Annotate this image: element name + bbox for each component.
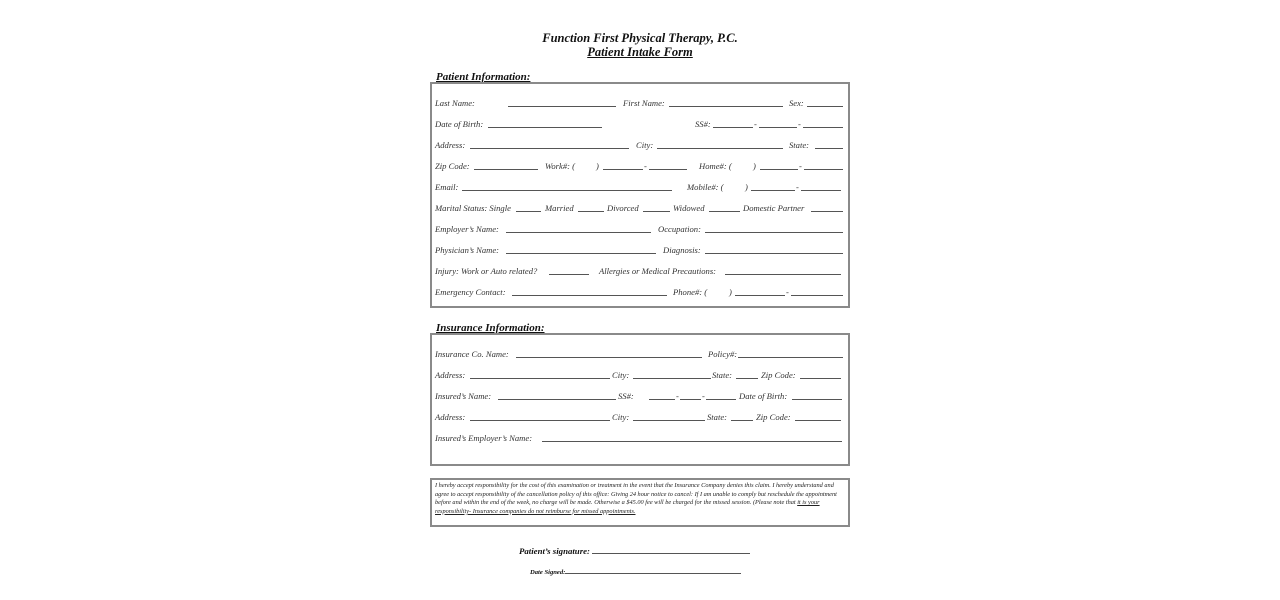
field-mobile-2[interactable] [801, 181, 841, 191]
label-state: State: [789, 140, 810, 150]
label-dob: Date of Birth: [435, 119, 484, 129]
label-ins-city: City: [612, 370, 630, 380]
label-work-phone: Work#: ( [545, 161, 575, 171]
field-insured-city[interactable] [633, 411, 705, 421]
row-insured-name [435, 390, 845, 402]
field-allergies[interactable] [725, 265, 841, 275]
label-insured-ss: SS#: [618, 391, 634, 401]
label-last-name: Last Name: [435, 98, 475, 108]
label-physician: Physician’s Name: [435, 245, 500, 255]
field-insurance-company[interactable] [516, 348, 702, 358]
label-first-name: First Name: [623, 98, 665, 108]
row-dob [435, 118, 845, 130]
label-insured-employer: Insured’s Employer’s Name: [435, 433, 533, 443]
label-zip: Zip Code: [435, 161, 470, 171]
field-insured-zip[interactable] [795, 411, 841, 421]
field-patient-signature[interactable] [592, 544, 750, 554]
field-emergency-phone-2[interactable] [791, 286, 843, 296]
field-employer[interactable] [506, 223, 651, 233]
field-insured-name[interactable] [498, 390, 616, 400]
disclaimer-body: I hereby accept responsibility for the cost of this examination or treatment in the event that the Insurance Company denies this claim. I hereby understand and agree to accept responsibility of the cancellation policy of this office: Giving 24 hour notice to cancel: If I am unable to comply but reschedule the appointment before and within the end of the week, no charge will be made. Otherwise a $45.00 fee will be charged for the missed session. (Please note that [435, 482, 837, 507]
field-insured-state[interactable] [731, 411, 753, 421]
label-insured-dob: Date of Birth: [739, 391, 788, 401]
label-employer: Employer’s Name: [435, 224, 499, 234]
field-last-name[interactable] [508, 97, 616, 107]
field-policy[interactable] [738, 348, 843, 358]
label-ss: SS#: [695, 119, 711, 129]
row-insurance-address [435, 369, 845, 381]
field-single[interactable] [516, 202, 541, 212]
label-address: Address: [435, 140, 466, 150]
field-ins-city[interactable] [633, 369, 711, 379]
label-city: City: [636, 140, 654, 150]
field-date-signed[interactable] [565, 566, 741, 574]
label-widowed: Widowed [673, 203, 705, 213]
field-injury[interactable] [549, 265, 589, 275]
dash: - [754, 119, 757, 129]
disclaimer-text [435, 482, 845, 516]
label-injury: Injury: Work or Auto related? [435, 266, 538, 276]
label-sex: Sex: [789, 98, 804, 108]
row-physician [435, 244, 845, 256]
paren: ) [729, 287, 732, 297]
row-emergency [435, 286, 845, 298]
label-diagnosis: Diagnosis: [663, 245, 701, 255]
dash: - [676, 391, 679, 401]
field-emergency-phone-1[interactable] [735, 286, 785, 296]
field-physician[interactable] [506, 244, 656, 254]
field-widowed[interactable] [709, 202, 740, 212]
field-mobile-1[interactable] [751, 181, 795, 191]
label-ins-state: State: [712, 370, 733, 380]
label-patient-signature: Patient’s signature: [519, 546, 590, 556]
field-married[interactable] [578, 202, 604, 212]
form-title: Function First Physical Therapy, P.C. [542, 31, 738, 45]
field-insured-dob[interactable] [792, 390, 842, 400]
field-insured-ss-2[interactable] [680, 390, 701, 400]
row-injury [435, 265, 845, 277]
paren: ) [745, 182, 748, 192]
row-name [435, 97, 845, 109]
field-occupation[interactable] [705, 223, 843, 233]
field-domestic[interactable] [811, 202, 843, 212]
field-insured-ss-3[interactable] [706, 390, 736, 400]
field-work-2[interactable] [649, 160, 687, 170]
field-home-2[interactable] [804, 160, 843, 170]
field-insured-address[interactable] [470, 411, 610, 421]
disclaimer-underlined: it is your responsibility- Insurance companies do not reimburse for missed appointments. [435, 499, 820, 515]
label-insured-state: State: [707, 412, 728, 422]
dash: - [798, 119, 801, 129]
label-marital-single: Marital Status: Single [435, 203, 511, 213]
field-city[interactable] [657, 139, 783, 149]
label-insurance-company: Insurance Co. Name: [435, 349, 509, 359]
label-policy: Policy#: [708, 349, 738, 359]
row-insured-address [435, 411, 845, 423]
field-ss-2[interactable] [759, 118, 797, 128]
dash: - [786, 287, 789, 297]
insurance-info-heading: Insurance Information: [436, 322, 545, 334]
label-divorced: Divorced [607, 203, 639, 213]
field-emergency-contact[interactable] [512, 286, 667, 296]
field-dob[interactable] [488, 118, 602, 128]
label-home-phone: Home#: ( [699, 161, 732, 171]
field-state[interactable] [815, 139, 843, 149]
row-insurance-company [435, 348, 845, 360]
patient-info-heading: Patient Information: [436, 71, 531, 83]
date-signed-line [530, 566, 741, 576]
field-ins-address[interactable] [470, 369, 610, 379]
field-ins-state[interactable] [736, 369, 758, 379]
label-email: Email: [435, 182, 459, 192]
row-email [435, 181, 845, 193]
field-zip[interactable] [474, 160, 538, 170]
label-ins-address: Address: [435, 370, 466, 380]
dash: - [644, 161, 647, 171]
label-mobile: Mobile#: ( [687, 182, 724, 192]
field-sex[interactable] [807, 97, 843, 107]
form-subtitle: Patient Intake Form [587, 45, 693, 59]
field-divorced[interactable] [643, 202, 670, 212]
label-occupation: Occupation: [658, 224, 701, 234]
field-work-1[interactable] [603, 160, 643, 170]
field-insured-ss-1[interactable] [649, 390, 675, 400]
label-emergency-phone: Phone#: ( [673, 287, 708, 297]
dash: - [799, 161, 802, 171]
row-marital [435, 202, 845, 214]
field-ins-zip[interactable] [800, 369, 841, 379]
row-address [435, 139, 845, 151]
label-ins-zip: Zip Code: [761, 370, 796, 380]
label-emergency-contact: Emergency Contact: [435, 287, 506, 297]
dash: - [796, 182, 799, 192]
label-insured-city: City: [612, 412, 630, 422]
field-address[interactable] [470, 139, 629, 149]
row-insured-employer [435, 432, 845, 444]
row-employer [435, 223, 845, 235]
field-diagnosis[interactable] [705, 244, 843, 254]
paren: ) [753, 161, 756, 171]
paren: ) [596, 161, 599, 171]
field-email[interactable] [462, 181, 672, 191]
dash: - [702, 391, 705, 401]
label-married: Married [545, 203, 574, 213]
field-first-name[interactable] [669, 97, 783, 107]
field-insured-employer[interactable] [542, 432, 842, 442]
label-date-signed: Date Signed: [530, 569, 566, 576]
label-insured-address: Address: [435, 412, 466, 422]
label-insured-name: Insured’s Name: [435, 391, 492, 401]
field-home-1[interactable] [760, 160, 798, 170]
patient-signature-line [519, 544, 750, 556]
label-allergies: Allergies or Medical Precautions: [599, 266, 717, 276]
label-domestic-partner: Domestic Partner [743, 203, 805, 213]
row-zip-phones [435, 160, 845, 172]
field-ss-3[interactable] [803, 118, 843, 128]
label-insured-zip: Zip Code: [756, 412, 791, 422]
field-ss-1[interactable] [713, 118, 753, 128]
